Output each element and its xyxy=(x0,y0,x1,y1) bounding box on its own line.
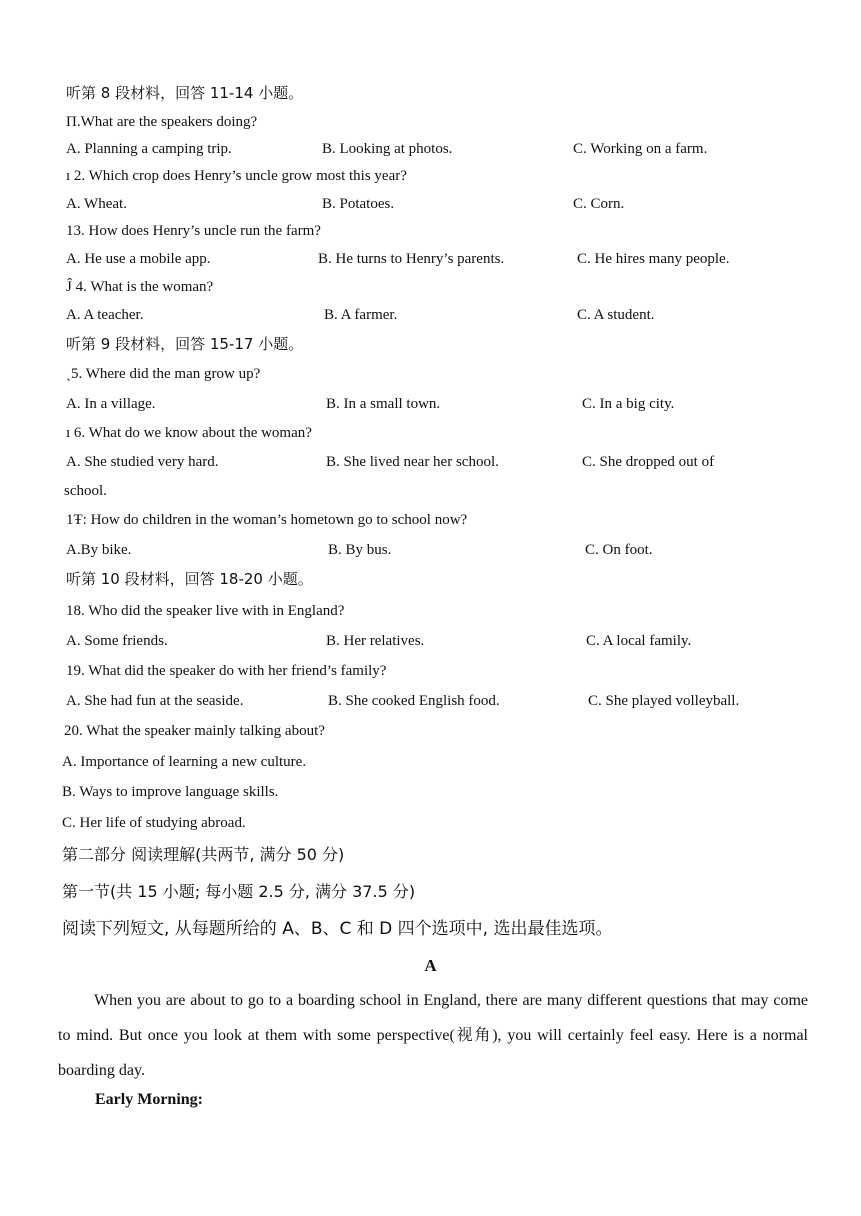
question-14-stem: Ĵ 4. What is the woman? xyxy=(66,279,214,295)
question-12-stem: ı 2. Which crop does Henry’s uncle grow most this year? xyxy=(66,168,407,184)
option-c: C. A local family. xyxy=(586,633,692,649)
option-b: B. By bus. xyxy=(328,542,392,558)
option-b: B. A farmer. xyxy=(324,307,398,323)
option-a: A. Planning a camping trip. xyxy=(66,141,232,157)
question-15-options xyxy=(66,394,826,414)
question-17-options xyxy=(66,540,826,560)
part-2-section-1: 第一节(共 15 小题; 每小题 2.5 分, 满分 37.5 分) xyxy=(62,882,416,901)
section-8-header: 听第 8 段材料，回答 11-14 小题。 xyxy=(66,84,304,102)
option-c: C. On foot. xyxy=(585,542,653,558)
question-16-stem: ı 6. What do we know about the woman? xyxy=(66,425,312,441)
question-13-stem: 13. How does Henry’s uncle run the farm? xyxy=(66,223,321,239)
question-18-stem: 18. Who did the speaker live with in England? xyxy=(66,603,345,619)
option-b: B. In a small town. xyxy=(326,396,441,412)
option-c: C. Working on a farm. xyxy=(573,141,708,157)
option-c: C. Corn. xyxy=(573,196,625,212)
option-b: B. She lived near her school. xyxy=(326,454,499,470)
option-a: A. He use a mobile app. xyxy=(66,251,211,267)
question-20-option-a: A. Importance of learning a new culture. xyxy=(62,754,307,770)
option-a: A.By bike. xyxy=(66,542,132,558)
section-9-header: 听第 9 段材料，回答 15-17 小题。 xyxy=(66,335,304,353)
option-c-continuation: school. xyxy=(64,483,107,499)
option-a: A. Wheat. xyxy=(66,196,127,212)
question-20-option-c: C. Her life of studying abroad. xyxy=(62,815,246,831)
section-10-header: 听第 10 段材料，回答 18-20 小题。 xyxy=(66,570,313,588)
option-a: A. In a village. xyxy=(66,396,156,412)
option-c: C. A student. xyxy=(577,307,655,323)
passage-subheading: Early Morning: xyxy=(95,1091,203,1108)
option-c: C. She dropped out of xyxy=(582,454,715,470)
question-15-stem: ˎ5. Where did the man grow up? xyxy=(66,366,261,382)
passage-text: When you are about to go to a boarding school in England, there are many different questions that may come to mind. But once you look at them with some perspective(视角), you will certainly feel easy. Here is a normal boarding day. xyxy=(58,992,808,1079)
option-b: B. She cooked English food. xyxy=(328,693,500,709)
option-c: C. In a big city. xyxy=(582,396,675,412)
question-18-options xyxy=(66,631,826,651)
question-11-options xyxy=(66,139,826,159)
option-b: B. Potatoes. xyxy=(322,196,395,212)
question-19-options xyxy=(66,691,826,711)
part-2-instruction: 阅读下列短文, 从每题所给的 A、B、C 和 D 四个选项中, 选出最佳选项。 xyxy=(62,919,613,939)
passage-label: A xyxy=(424,956,437,975)
option-b: B. Her relatives. xyxy=(326,633,425,649)
question-16-options xyxy=(66,452,826,472)
option-a: A. She studied very hard. xyxy=(66,454,219,470)
option-a: A. Some friends. xyxy=(66,633,168,649)
question-17-stem: 1Ŧ: How do children in the woman’s hometown go to school now? xyxy=(66,512,468,528)
option-a: A. A teacher. xyxy=(66,307,144,323)
question-13-options xyxy=(66,249,826,269)
option-c: C. She played volleyball. xyxy=(588,693,740,709)
passage-paragraph xyxy=(58,983,808,1088)
question-19-stem: 19. What did the speaker do with her friend’s family? xyxy=(66,663,387,679)
question-20-option-b: B. Ways to improve language skills. xyxy=(62,784,279,800)
question-11-stem: П.What are the speakers doing? xyxy=(66,114,258,130)
part-2-title: 第二部分 阅读理解(共两节, 满分 50 分) xyxy=(62,845,345,864)
option-a: A. She had fun at the seaside. xyxy=(66,693,244,709)
question-14-options xyxy=(66,305,826,325)
option-b: B. He turns to Henry’s parents. xyxy=(318,251,505,267)
option-b: B. Looking at photos. xyxy=(322,141,453,157)
question-12-options xyxy=(66,194,826,214)
question-20-stem: 20. What the speaker mainly talking about? xyxy=(64,723,325,739)
option-c: C. He hires many people. xyxy=(577,251,730,267)
